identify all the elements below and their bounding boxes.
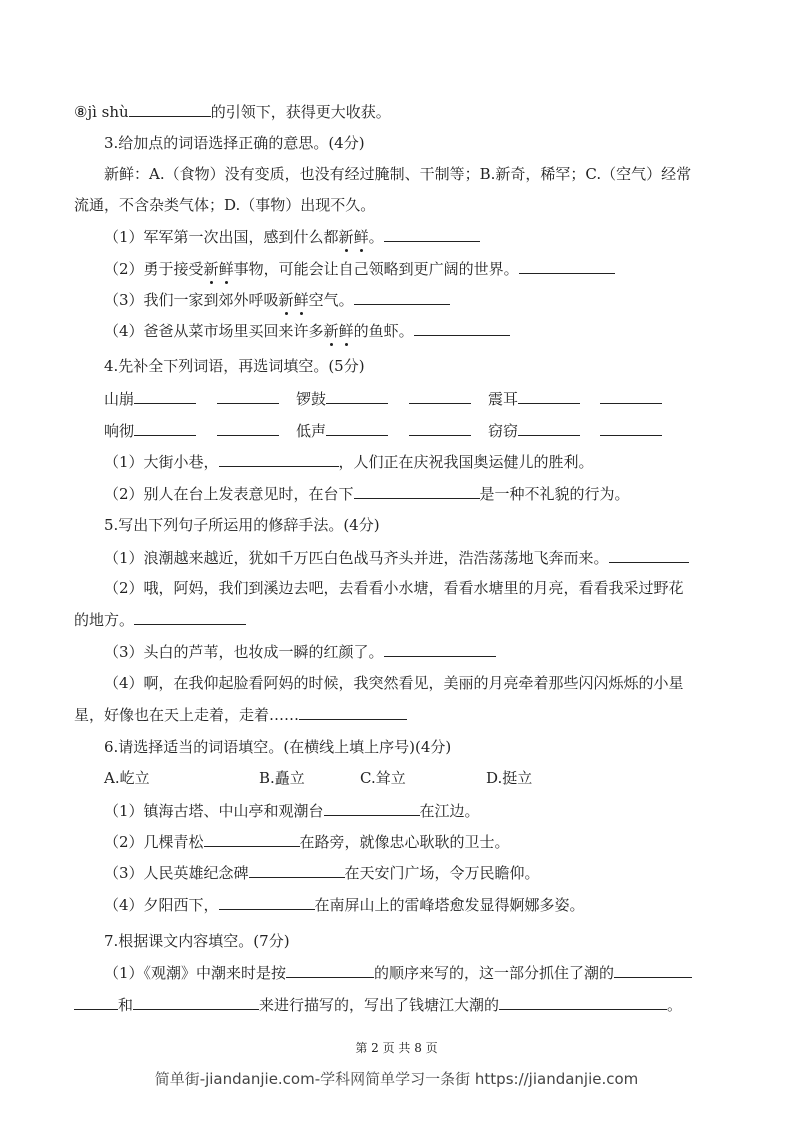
q7-text: 来进行描写的，写出了钱塘江大潮的 bbox=[259, 996, 500, 1014]
q2-prefix: ⑧jì shù bbox=[74, 103, 129, 121]
q5-item-3 bbox=[104, 641, 496, 662]
q4-fill-text: ，人们正在庆祝我国奥运健儿的胜利。 bbox=[338, 453, 594, 471]
q5-item-2-line1: （2）哦，阿妈，我们到溪边去吧，去看看小水塘，看看水塘里的月亮，看看我采过野花 bbox=[104, 579, 684, 597]
answer-blank[interactable] bbox=[134, 420, 196, 436]
q2-item-8 bbox=[74, 101, 391, 122]
page-number: 第 2 页 共 8 页 bbox=[355, 1041, 438, 1055]
answer-blank[interactable] bbox=[299, 704, 407, 720]
q6-item-text: 在江边。 bbox=[419, 802, 480, 820]
q3-item-text: （2）勇于接受 bbox=[104, 260, 204, 278]
q4-blank-1b bbox=[217, 388, 279, 409]
q6-item-1 bbox=[104, 800, 480, 821]
q6-option-c: C.耸立 bbox=[360, 769, 406, 787]
q4-word-zhener bbox=[488, 388, 580, 409]
answer-blank[interactable] bbox=[134, 609, 246, 625]
q3-item-text: （3）我们一家到郊外呼吸 bbox=[104, 291, 279, 309]
q7-title: 7.根据课文内容填空。(7分) bbox=[104, 932, 290, 950]
q4-word: 震耳 bbox=[488, 390, 519, 408]
q4-fill-1 bbox=[104, 451, 594, 472]
answer-blank[interactable] bbox=[614, 962, 692, 978]
q3-item-2 bbox=[104, 258, 615, 279]
q2-suffix: 的引领下，获得更大收获。 bbox=[210, 103, 391, 121]
q4-fill-2 bbox=[104, 483, 630, 504]
q6-option-b: B.矗立 bbox=[259, 769, 305, 787]
answer-blank[interactable] bbox=[384, 641, 496, 657]
answer-blank[interactable] bbox=[384, 226, 480, 242]
answer-blank[interactable] bbox=[134, 388, 196, 404]
q7-text: 和 bbox=[118, 996, 134, 1014]
q7-text: 的顺序来写的，这一部分抓住了潮的 bbox=[374, 964, 615, 982]
answer-blank[interactable] bbox=[217, 388, 279, 404]
dotted-char: 新 bbox=[203, 260, 219, 278]
answer-blank[interactable] bbox=[600, 388, 662, 404]
answer-blank[interactable] bbox=[409, 388, 471, 404]
answer-blank[interactable] bbox=[219, 451, 339, 467]
q5-item-text: （3）头白的芦苇，也妆成一瞬的红颜了。 bbox=[104, 643, 384, 661]
answer-blank[interactable] bbox=[249, 862, 345, 878]
q6-option-d: D.挺立 bbox=[486, 769, 533, 787]
q7-text: （1）《观潮》中潮来时是按 bbox=[104, 964, 287, 982]
q3-definitions-line2: 流通，不含杂类气体；D.（事物）出现不久。 bbox=[74, 196, 376, 214]
q4-word-luogu bbox=[296, 388, 388, 409]
q4-title: 4.先补全下列词语，再选词填空。(5分) bbox=[104, 357, 365, 375]
q3-item-text: 。 bbox=[368, 228, 384, 246]
answer-blank[interactable] bbox=[600, 420, 662, 436]
q6-item-text: 在天安门广场，令万民瞻仰。 bbox=[344, 864, 540, 882]
q4-word: 锣鼓 bbox=[296, 390, 327, 408]
q4-blank-5b bbox=[409, 420, 471, 441]
dotted-char: 鲜 bbox=[218, 260, 234, 278]
dotted-char: 鲜 bbox=[293, 291, 309, 309]
q4-fill-text: （2）别人在台上发表意见时，在台下 bbox=[104, 485, 354, 503]
answer-blank[interactable] bbox=[326, 420, 388, 436]
answer-blank[interactable] bbox=[409, 420, 471, 436]
q6-item-text: （3）人民英雄纪念碑 bbox=[104, 864, 249, 882]
q4-fill-text: 是一种不礼貌的行为。 bbox=[479, 485, 630, 503]
q3-item-text: （4）爸爸从菜市场里买回来许多 bbox=[104, 322, 324, 340]
dotted-char: 鲜 bbox=[353, 228, 369, 246]
q6-item-text: 在路旁，就像忠心耿耿的卫士。 bbox=[299, 833, 510, 851]
q6-item-text: （2）几棵青松 bbox=[104, 833, 204, 851]
q4-blank-2b bbox=[409, 388, 471, 409]
q4-word: 山崩 bbox=[104, 390, 135, 408]
q3-definitions-line1: 新鲜：A.（食物）没有变质，也没有经过腌制、干制等；B.新奇，稀罕；C.（空气）经常 bbox=[104, 165, 692, 183]
q5-title: 5.写出下列句子所运用的修辞手法。(4分) bbox=[104, 516, 380, 534]
q7-item-1-line1 bbox=[104, 962, 692, 983]
q4-blank-4b bbox=[217, 420, 279, 441]
q6-item-text: 在南屏山上的雷峰塔愈发显得婀娜多姿。 bbox=[314, 896, 585, 914]
q4-word-qieqie bbox=[488, 420, 580, 441]
q4-word-xiangche bbox=[104, 420, 196, 441]
answer-blank[interactable] bbox=[217, 420, 279, 436]
answer-blank[interactable] bbox=[286, 962, 374, 978]
q6-item-4 bbox=[104, 894, 585, 915]
q6-item-2 bbox=[104, 831, 510, 852]
answer-blank[interactable] bbox=[609, 547, 689, 563]
q3-item-4 bbox=[104, 320, 510, 341]
answer-blank[interactable] bbox=[499, 994, 667, 1010]
q5-item-4-line2 bbox=[74, 704, 407, 725]
q5-item-4-line1: （4）啊，在我仰起脸看阿妈的时候，我突然看见，美丽的月亮牵着那些闪闪烁烁的小星 bbox=[104, 674, 684, 692]
q7-text: 。 bbox=[667, 996, 683, 1014]
q5-item-text: 的地方。 bbox=[74, 611, 135, 629]
q4-blank-3b bbox=[600, 388, 662, 409]
q4-blank-6b bbox=[600, 420, 662, 441]
answer-blank[interactable] bbox=[204, 831, 300, 847]
answer-blank[interactable] bbox=[324, 800, 420, 816]
site-footer-watermark: 简单街-jiandanjie.com-学科网简单学习一条街 https://jiandanjie.com bbox=[154, 1070, 639, 1088]
q3-item-text: 空气。 bbox=[308, 291, 354, 309]
answer-blank[interactable] bbox=[74, 994, 118, 1010]
q4-word-shanbeng bbox=[104, 388, 196, 409]
answer-blank[interactable] bbox=[326, 388, 388, 404]
q4-word: 响彻 bbox=[104, 422, 135, 440]
answer-blank[interactable] bbox=[129, 101, 211, 117]
answer-blank[interactable] bbox=[354, 483, 480, 499]
q6-option-a: A.屹立 bbox=[104, 769, 150, 787]
q7-item-1-line2 bbox=[74, 994, 682, 1015]
q6-title: 6.请选择适当的词语填空。(在横线上填上序号)(4分) bbox=[104, 738, 452, 756]
q3-item-text: 事物，可能会让自己领略到更广阔的世界。 bbox=[233, 260, 519, 278]
q3-item-text: （1）军军第一次出国，感到什么都 bbox=[104, 228, 339, 246]
q3-title: 3.给加点的词语选择正确的意思。(4分) bbox=[104, 134, 365, 152]
q3-item-1 bbox=[104, 226, 480, 247]
q4-fill-text: （1）大街小巷， bbox=[104, 453, 219, 471]
q5-item-2-line2 bbox=[74, 609, 246, 630]
q3-item-text: 的鱼虾。 bbox=[353, 322, 414, 340]
dotted-char: 新 bbox=[278, 291, 294, 309]
dotted-char: 新 bbox=[323, 322, 339, 340]
answer-blank[interactable] bbox=[518, 420, 580, 436]
q6-item-3 bbox=[104, 862, 540, 883]
q5-item-text: 星，好像也在天上走着，走着…… bbox=[74, 706, 300, 724]
dotted-char: 新 bbox=[338, 228, 354, 246]
q6-item-text: （4）夕阳西下， bbox=[104, 896, 219, 914]
answer-blank[interactable] bbox=[354, 289, 450, 305]
dotted-char: 鲜 bbox=[338, 322, 354, 340]
q6-item-text: （1）镇海古塔、中山亭和观潮台 bbox=[104, 802, 324, 820]
q5-item-1 bbox=[104, 547, 689, 568]
answer-blank[interactable] bbox=[519, 258, 615, 274]
q5-item-text: （1）浪潮越来越近，犹如千万匹白色战马齐头并进，浩浩荡荡地飞奔而来。 bbox=[104, 549, 609, 567]
q4-word: 窃窃 bbox=[488, 422, 519, 440]
q4-word: 低声 bbox=[296, 422, 327, 440]
q3-item-3 bbox=[104, 289, 450, 310]
answer-blank[interactable] bbox=[219, 894, 315, 910]
answer-blank[interactable] bbox=[414, 320, 510, 336]
answer-blank[interactable] bbox=[133, 994, 259, 1010]
q4-word-disheng bbox=[296, 420, 388, 441]
answer-blank[interactable] bbox=[518, 388, 580, 404]
